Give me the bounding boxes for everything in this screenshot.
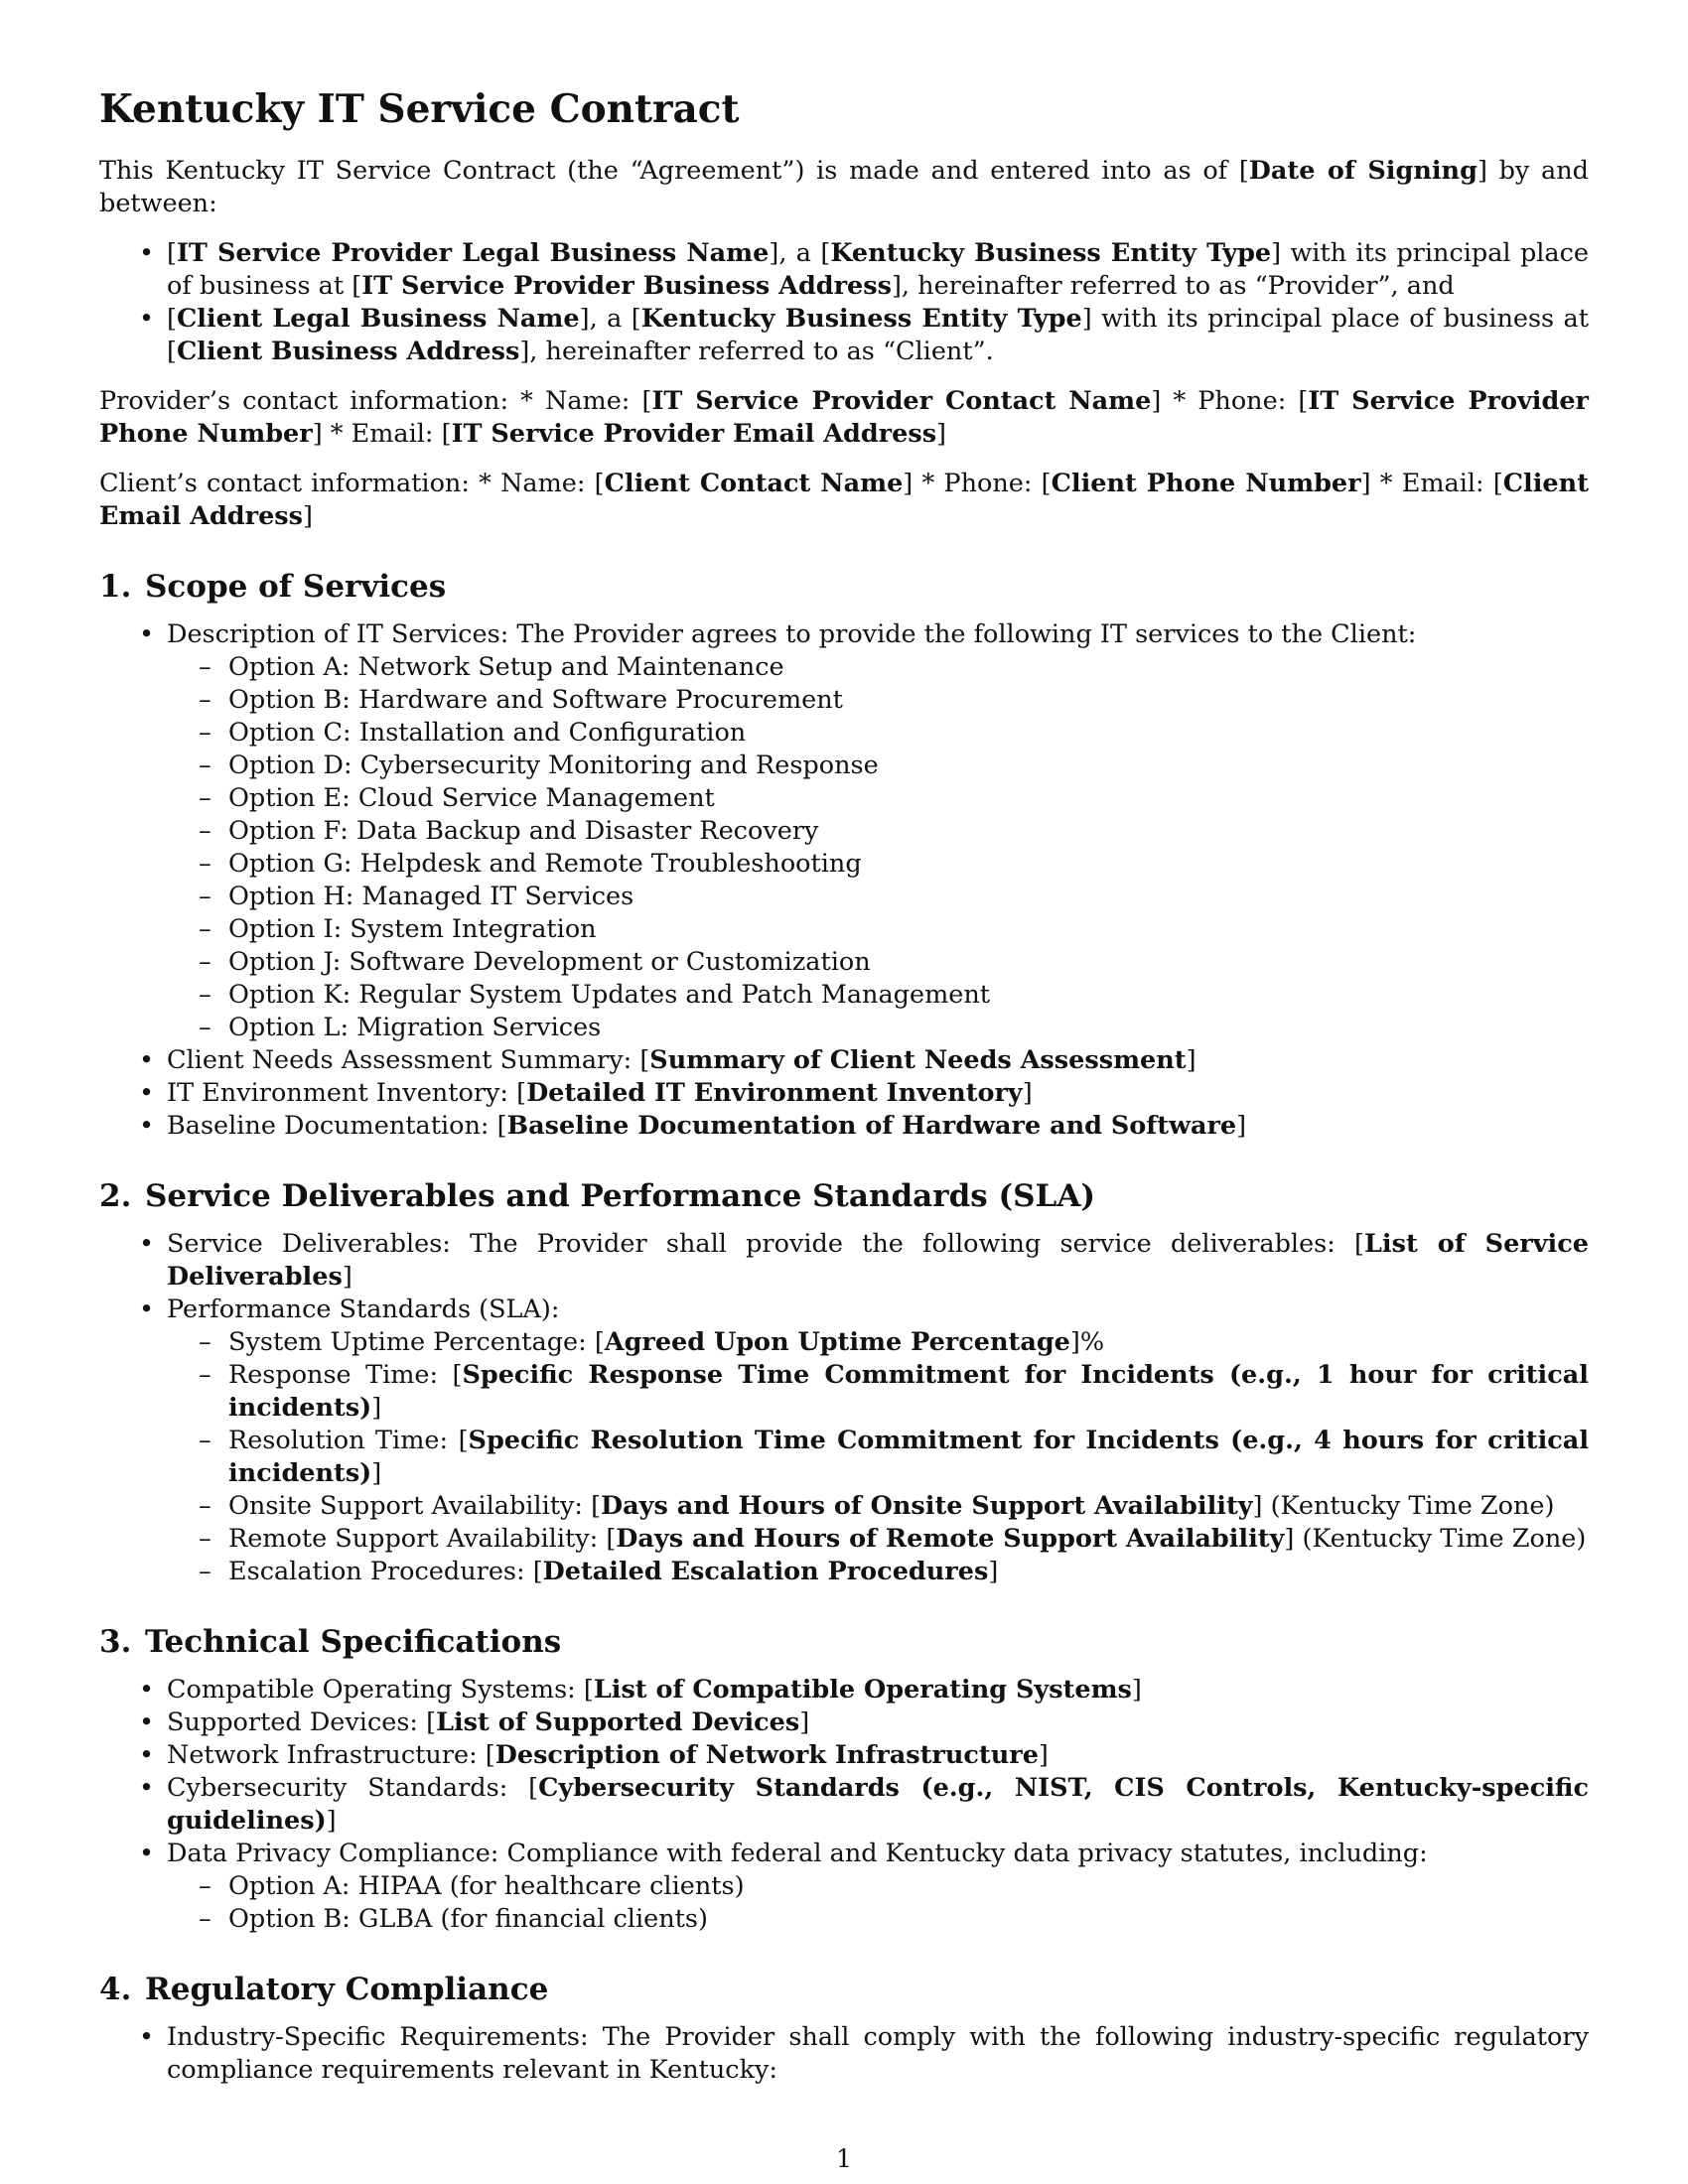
list-item: • Performance Standards (SLA): – System Uptime Percentage: [Agreed Upon Uptime Percentage]% – Response Time: [Specific Response Time Commitment for Incidents (e.g., 1 hour for critical incidents)] – Resolution Time: [Specific Resolution Time Commitment for Incidents (e.g., 4 hours for critical incidents)] – Onsite Support Availability: [Days and Hours of Onsite Support Availability] (Kentucky Time Zone) – Remote Support Availability: [Days and Hours of Remote Support Availability] (Kentucky Time Zone) – Escalation Procedures: [Detailed Escalation Procedures]	[167, 1294, 1589, 1588]
list-item: • Compatible Operating Systems: [List of Compatible Operating Systems]	[167, 1674, 1589, 1706]
contract-page	[99, 85, 1589, 2087]
section-heading-technical: 3. Technical Specifications	[99, 1624, 562, 1660]
regulatory-list	[99, 2021, 1589, 2087]
list-item: – Option D: Cybersecurity Monitoring and Response	[228, 750, 1589, 782]
list-item: – Response Time: [Specific Response Time Commitment for Incidents (e.g., 1 hour for critical incidents)]	[228, 1359, 1589, 1425]
section-heading-regulatory: 4. Regulatory Compliance	[99, 1972, 549, 2007]
list-item: – Option H: Managed IT Services	[228, 881, 1589, 913]
list-item: – Option B: GLBA (for financial clients)	[228, 1903, 1589, 1936]
list-item: – Option L: Migration Services	[228, 1012, 1589, 1044]
list-item: – Option G: Helpdesk and Remote Troubleshooting	[228, 848, 1589, 881]
page-number: 1	[836, 2144, 852, 2173]
date-placeholder: Date of Signing	[1248, 156, 1477, 186]
party-client: • [Client Legal Business Name], a [Kentucky Business Entity Type] with its principal place of business at [Client Business Address], hereinafter referred to as “Client”.	[167, 303, 1589, 368]
parties-list	[99, 237, 1589, 368]
list-item: • Data Privacy Compliance: Compliance with federal and Kentucky data privacy statutes, including: – Option A: HIPAA (for healthcare clients) – Option B: GLBA (for financial clients)	[167, 1838, 1589, 1936]
list-item: – Resolution Time: [Specific Resolution Time Commitment for Incidents (e.g., 4 hours for critical incidents)]	[228, 1425, 1589, 1490]
list-item: • Service Deliverables: The Provider shall provide the following service deliverables: [List of Service Deliverables]	[167, 1228, 1589, 1294]
list-item: • Client Needs Assessment Summary: [Summary of Client Needs Assessment]	[167, 1044, 1589, 1077]
list-item: • IT Environment Inventory: [Detailed IT Environment Inventory]	[167, 1077, 1589, 1110]
scope-list	[99, 618, 1589, 1143]
list-item: – Remote Support Availability: [Days and Hours of Remote Support Availability] (Kentucky Time Zone)	[228, 1523, 1589, 1556]
list-item: – Onsite Support Availability: [Days and Hours of Onsite Support Availability] (Kentucky Time Zone)	[228, 1490, 1589, 1523]
service-options-list	[167, 651, 1589, 1044]
list-item: • Supported Devices: [List of Supported Devices]	[167, 1706, 1589, 1739]
party-provider: • [IT Service Provider Legal Business Name], a [Kentucky Business Entity Type] with its principal place of business at [IT Service Provider Business Address], hereinafter referred to as “Provider”, and	[167, 237, 1589, 303]
section-heading-scope: 1. Scope of Services	[99, 569, 447, 605]
list-item: • Network Infrastructure: [Description of Network Infrastructure]	[167, 1739, 1589, 1772]
list-item: – System Uptime Percentage: [Agreed Upon Uptime Percentage]%	[228, 1326, 1589, 1359]
performance-standards-list	[167, 1326, 1589, 1588]
list-item: • Baseline Documentation: [Baseline Documentation of Hardware and Software]	[167, 1110, 1589, 1143]
intro-paragraph: This Kentucky IT Service Contract (the “Agreement”) is made and entered into as of [Date of Signing] by and between:	[99, 156, 1590, 218]
list-item: – Option A: HIPAA (for healthcare clients)	[228, 1870, 1589, 1903]
section-heading-sla: 2. Service Deliverables and Performance Standards (SLA)	[99, 1178, 1096, 1214]
technical-list	[99, 1674, 1589, 1936]
list-item: – Option C: Installation and Configuration	[228, 717, 1589, 750]
client-contact: Client’s contact information: * Name: [Client Contact Name] * Phone: [Client Phone Number] * Email: [Client Email Address]	[99, 469, 1589, 531]
list-item: – Option F: Data Backup and Disaster Recovery	[228, 815, 1589, 848]
list-item: – Option E: Cloud Service Management	[228, 782, 1589, 815]
list-item: – Escalation Procedures: [Detailed Escalation Procedures]	[228, 1556, 1589, 1588]
provider-contact: Provider’s contact information: * Name: [IT Service Provider Contact Name] * Phone: [IT Service Provider Phone Number] * Email: [IT Service Provider Email Address]	[99, 386, 1589, 449]
list-item: – Option I: System Integration	[228, 913, 1589, 946]
list-item: – Option A: Network Setup and Maintenance	[228, 651, 1589, 684]
list-item: – Option B: Hardware and Software Procurement	[228, 684, 1589, 717]
list-item: – Option J: Software Development or Customization	[228, 946, 1589, 979]
list-item: • Cybersecurity Standards: [Cybersecurity Standards (e.g., NIST, CIS Controls, Kentucky-specific guidelines)]	[167, 1772, 1589, 1838]
privacy-options-list	[167, 1870, 1589, 1936]
document-title: Kentucky IT Service Contract	[99, 86, 740, 132]
sla-list	[99, 1228, 1589, 1588]
list-item: – Option K: Regular System Updates and Patch Management	[228, 979, 1589, 1012]
list-item: • Industry-Specific Requirements: The Provider shall comply with the following industry-specific regulatory compliance requirements relevant in Kentucky:	[167, 2021, 1589, 2087]
list-item: • Description of IT Services: The Provider agrees to provide the following IT services to the Client: – Option A: Network Setup and Maintenance – Option B: Hardware and Software Procurement – Option C: Installation and Configuration – Option D: Cybersecurity Monitoring and Response – Option E: Cloud Service Management – Option F: Data Backup and Disaster Recovery – Option G: Helpdesk and Remote Troubleshooting – Option H: Managed IT Services – Option I: System Integration – Option J: Software Development or Customization – Option K: Regular System Updates and Patch Management – Option L: Migration Services	[167, 618, 1589, 1044]
